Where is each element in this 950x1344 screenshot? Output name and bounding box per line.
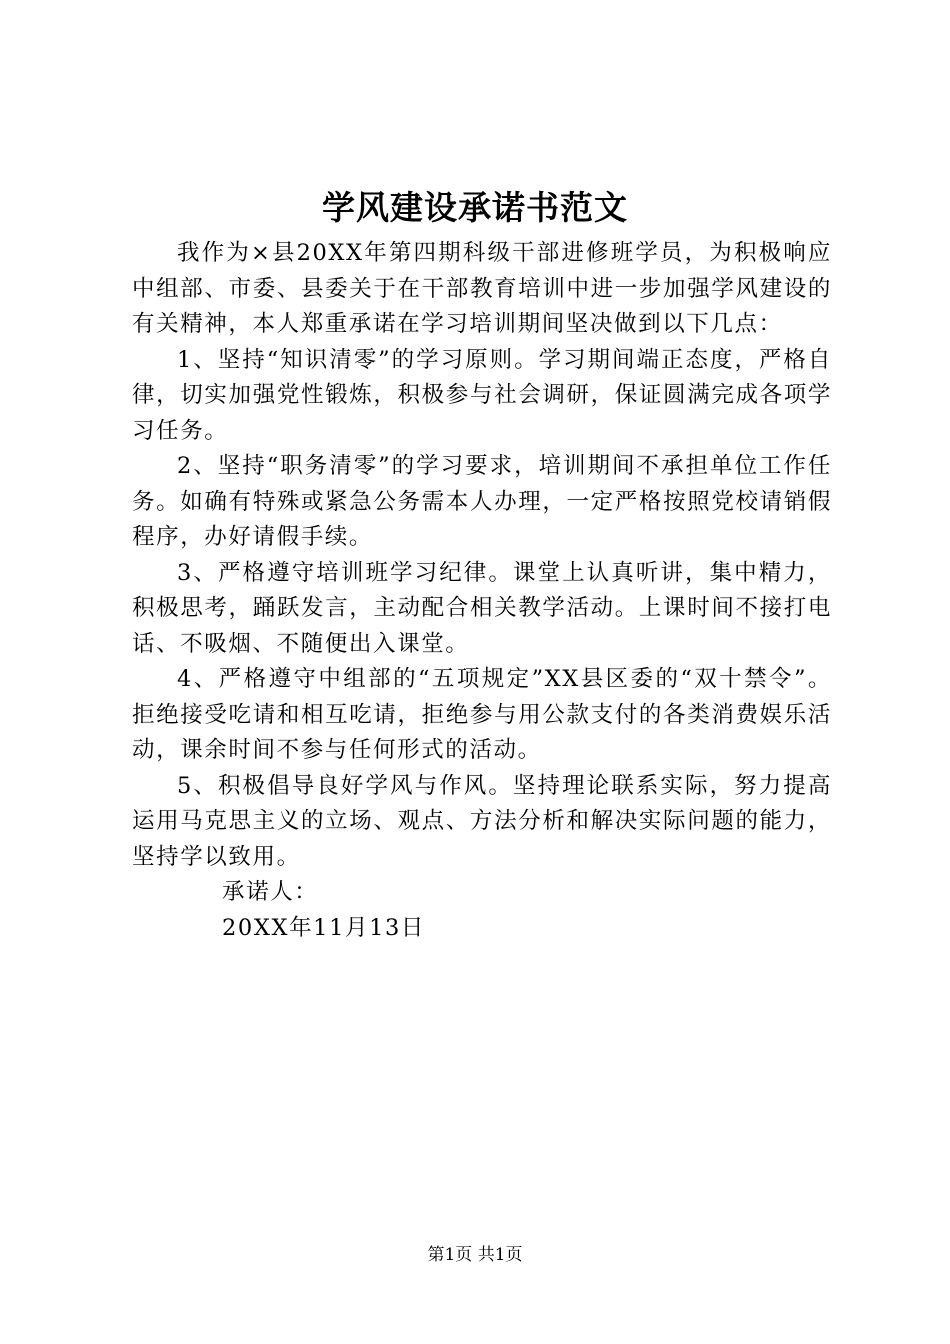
commitment-item-4: 4、严格遵守中组部的“五项规定”XX县区委的“双十禁令”。拒绝接受吃请和相互吃请，拒绝参与用公款支付的各类消费娱乐活动，课余时间不参与任何形式的活动。 xyxy=(132,666,832,763)
document-title: 学风建设承诺书范文 xyxy=(322,188,628,227)
intro-paragraph: 我作为×县20XX年第四期科级干部进修班学员，为积极响应中组部、市委、县委关于在干部教育培训中进一步加强学风建设的有关精神，本人郑重承诺在学习培训期间坚决做到以下几点： xyxy=(132,240,832,337)
commitment-item-1: 1、坚持“知识清零”的学习原则。学习期间端正态度，严格自律，切实加强党性锻炼，积极参与社会调研，保证圆满完成各项学习任务。 xyxy=(132,346,832,444)
document-body xyxy=(132,236,832,946)
commitment-item-5: 5、积极倡导良好学风与作风。坚持理论联系实际，努力提高运用马克思主义的立场、观点、方法分析和解决实际问题的能力，坚持学以致用。 xyxy=(132,772,832,870)
commitment-item-2: 2、坚持“职务清零”的学习要求，培训期间不承担单位工作任务。如确有特殊或紧急公务需本人办理，一定严格按照党校请销假程序，办好请假手续。 xyxy=(132,453,832,550)
page-footer: 第1页 共1页 xyxy=(427,1245,523,1265)
signer-label: 承诺人： xyxy=(222,879,319,905)
commitment-item-3: 3、严格遵守培训班学习纪律。课堂上认真听讲，集中精力，积极思考，踊跃发言，主动配合相关教学活动。上课时间不接打电话、不吸烟、不随便出入课堂。 xyxy=(132,559,832,657)
signature-date: 20XX年11月13日 xyxy=(222,914,426,941)
